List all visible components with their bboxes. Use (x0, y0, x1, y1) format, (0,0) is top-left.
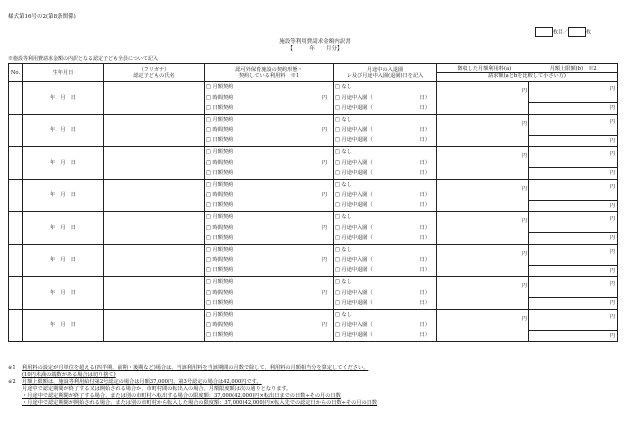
claim-amount-value[interactable]: 円 (529, 102, 617, 114)
contract-cell (205, 114, 334, 147)
fee-collected-cell[interactable]: 円 (437, 309, 529, 342)
fee-collected-cell[interactable]: 円 (437, 244, 529, 277)
limit-claim-cell (529, 114, 618, 147)
monthly-limit-value[interactable]: 円 (609, 183, 615, 190)
move-in-checkbox[interactable]: □ 月途中入園（ 日） (335, 224, 430, 231)
monthly-limit-value[interactable]: 円 (609, 313, 615, 320)
monthly-limit-value[interactable]: 円 (609, 86, 615, 92)
row-number-cell[interactable] (9, 244, 23, 277)
note2-text: 月額上限額は、施設等利用給付第2号認定の場合は月額37,000円、第3号認定の場合は42,000円です。 (22, 378, 262, 385)
claim-amount-value[interactable]: 円 (529, 232, 617, 244)
contract-daily-checkbox[interactable]: □ 日額契約 (206, 234, 234, 241)
row-number-cell[interactable] (9, 277, 23, 310)
contract-hourly-row[interactable]: □ 時間契約 円 (206, 94, 327, 101)
mid-month-cell (334, 212, 437, 245)
table-row (9, 179, 618, 212)
move-out-checkbox[interactable]: □ 月途中退園（ 日） (335, 202, 430, 209)
limit-claim-cell (529, 244, 618, 277)
limit-claim-cell (529, 179, 618, 212)
fee-collected-cell[interactable]: 円 (437, 147, 529, 180)
child-name-cell[interactable] (104, 82, 205, 115)
page-title: 施設等利用費請求金額内訳書 (279, 39, 351, 45)
contract-monthly-checkbox[interactable]: □ 月額契約 (206, 279, 234, 286)
mid-month-cell (334, 114, 437, 147)
move-out-checkbox[interactable]: □ 月途中退園（ 日） (335, 234, 430, 241)
move-none-checkbox[interactable]: □ なし (335, 214, 352, 221)
limit-claim-cell (529, 277, 618, 310)
move-in-checkbox[interactable]: □ 月途中入園（ 日） (335, 192, 430, 199)
instruction-text: ※施設等利用費請求金額の内訳となる認定子ども全員について記入 (8, 56, 158, 62)
contract-hourly-row[interactable]: □ 時間契約 円 (206, 289, 327, 296)
header-no: No. (9, 64, 23, 82)
note2-change: 月途中で認定期間が終了する又は開始される場合か、市町村間の転出入の場合、月額限度額は次の通りとなります。 (22, 385, 292, 392)
note2-start-case: ・月途中で認定期間が開始される場合、または別の市町村から転入した場合の限度額：37,000(42,000)円×転入先での認定日からの日数÷その月の日数 (22, 399, 378, 406)
row-number-cell[interactable] (9, 82, 23, 115)
move-none-checkbox[interactable]: □ なし (335, 149, 352, 156)
header-birth-date: 生年月日 (23, 64, 104, 82)
child-name-cell[interactable] (104, 147, 205, 180)
move-none-checkbox[interactable]: □ なし (335, 246, 352, 253)
move-in-checkbox[interactable]: □ 月途中入園（ 日） (335, 289, 430, 296)
contract-monthly-checkbox[interactable]: □ 月額契約 (206, 116, 234, 123)
move-none-checkbox[interactable]: □ なし (335, 181, 352, 188)
mid-month-cell (334, 309, 437, 342)
birth-date-cell[interactable]: 年 月 日 (23, 244, 104, 277)
move-none-checkbox[interactable]: □ なし (335, 116, 352, 123)
header-fees: 徴収した月額利用料(a) 月額上限額(b) ※2 請求額(aとbを比較して小さい方) (437, 64, 618, 82)
footnotes (8, 365, 623, 406)
page-total-unit: 枚 (586, 29, 592, 36)
page-number-box[interactable] (535, 27, 553, 37)
contract-daily-checkbox[interactable]: □ 日額契約 (206, 332, 234, 339)
row-number-cell[interactable] (9, 179, 23, 212)
contract-cell (205, 277, 334, 310)
birth-date-cell[interactable]: 年 月 日 (23, 309, 104, 342)
move-none-checkbox[interactable]: □ なし (335, 311, 352, 318)
mid-month-cell (334, 82, 437, 115)
birth-date-cell[interactable]: 年 月 日 (23, 147, 104, 180)
limit-claim-cell (529, 212, 618, 245)
mid-month-cell (334, 147, 437, 180)
birth-date-cell[interactable]: 年 月 日 (23, 179, 104, 212)
limit-claim-cell (529, 309, 618, 342)
table-row (9, 309, 618, 342)
move-none-checkbox[interactable]: □ なし (335, 84, 352, 91)
contract-hourly-row[interactable]: □ 時間契約 円 (206, 257, 327, 264)
contract-monthly-checkbox[interactable]: □ 月額契約 (206, 84, 234, 91)
row-number-cell[interactable] (9, 147, 23, 180)
fee-collected-cell[interactable]: 円 (437, 277, 529, 310)
limit-claim-cell (529, 82, 618, 115)
fee-collected-cell[interactable]: 円 (437, 82, 529, 115)
table-row (9, 147, 618, 180)
birth-date-cell[interactable]: 年 月 日 (23, 114, 104, 147)
child-name-cell[interactable] (104, 277, 205, 310)
move-out-checkbox[interactable]: □ 月途中退園（ 日） (335, 299, 430, 306)
move-in-checkbox[interactable]: □ 月途中入園（ 日） (335, 257, 430, 264)
claim-amount-value[interactable]: 円 (529, 135, 617, 147)
table-row (9, 82, 618, 115)
contract-daily-checkbox[interactable]: □ 日額契約 (206, 137, 234, 144)
header-mid-month: 月途中の入退園 レ及び月途中入園(退園)日を記入 (334, 64, 437, 82)
contract-cell (205, 147, 334, 180)
birth-date-cell[interactable]: 年 月 日 (23, 277, 104, 310)
birth-date-cell[interactable]: 年 月 日 (23, 212, 104, 245)
form-number: 様式第16号の2(第8条関係) (8, 14, 76, 20)
contract-cell (205, 309, 334, 342)
note1-marker: ※1 (8, 365, 16, 371)
row-number-cell[interactable] (9, 212, 23, 245)
note2-marker: ※2 (8, 378, 16, 385)
contract-hourly-row[interactable]: □ 時間契約 円 (206, 192, 327, 199)
move-in-checkbox[interactable]: □ 月途中入園（ 日） (335, 322, 430, 329)
child-name-cell[interactable] (104, 212, 205, 245)
move-in-checkbox[interactable]: □ 月途中入園（ 日） (335, 159, 430, 166)
contract-hourly-row[interactable]: □ 時間契約 円 (206, 159, 327, 166)
table-row (9, 114, 618, 147)
child-name-cell[interactable] (104, 244, 205, 277)
contract-monthly-checkbox[interactable]: □ 月額契約 (206, 311, 234, 318)
contract-daily-checkbox[interactable]: □ 日額契約 (206, 104, 234, 111)
row-number-cell[interactable] (9, 309, 23, 342)
mid-month-cell (334, 277, 437, 310)
claim-rows (9, 82, 618, 342)
move-none-checkbox[interactable]: □ なし (335, 279, 352, 286)
table-row (9, 212, 618, 245)
contract-cell (205, 82, 334, 115)
contract-hourly-row[interactable]: □ 時間契約 円 (206, 224, 327, 231)
monthly-limit-value[interactable]: 円 (609, 151, 615, 157)
contract-hourly-row[interactable]: □ 時間契約 円 (206, 127, 327, 134)
row-number-cell[interactable] (9, 114, 23, 147)
fee-collected-cell[interactable]: 円 (437, 114, 529, 147)
child-name-cell[interactable] (104, 179, 205, 212)
monthly-limit-value[interactable]: 円 (609, 281, 615, 287)
contract-monthly-checkbox[interactable]: □ 月額契約 (206, 181, 234, 188)
move-out-checkbox[interactable]: □ 月途中退園（ 日） (335, 137, 430, 144)
claim-amount-value[interactable]: 円 (529, 167, 617, 179)
mid-month-cell (334, 244, 437, 277)
birth-date-cell[interactable]: 年 月 日 (23, 82, 104, 115)
monthly-limit-value[interactable]: 円 (609, 248, 615, 255)
monthly-limit-value[interactable]: 円 (609, 118, 615, 125)
contract-daily-checkbox[interactable]: □ 日額契約 (206, 202, 234, 209)
limit-claim-cell (529, 147, 618, 180)
note2-end-case: ・月途中で認定期間が終了する場合、または別の市町村へ転出する場合の限度額：37,000(42,000)円×転出日までの日数÷その月の日数 (22, 392, 341, 399)
contract-hourly-row[interactable]: □ 時間契約 円 (206, 322, 327, 329)
claim-amount-value[interactable]: 円 (529, 330, 617, 342)
move-out-checkbox[interactable]: □ 月途中退園（ 日） (335, 267, 430, 274)
move-out-checkbox[interactable]: □ 月途中退園（ 日） (335, 104, 430, 111)
fee-collected-cell[interactable]: 円 (437, 179, 529, 212)
table-row (9, 244, 618, 277)
contract-cell (205, 179, 334, 212)
mid-month-cell (334, 179, 437, 212)
child-name-cell[interactable] (104, 309, 205, 342)
table-row (9, 277, 618, 310)
fee-collected-cell[interactable]: 円 (437, 212, 529, 245)
contract-cell (205, 244, 334, 277)
contract-daily-checkbox[interactable]: □ 日額契約 (206, 169, 234, 176)
note1-text: 利用料の設定が月単位を超える(四半期、前期・後期など)場合は、当該利用料を当該期間の月数で除して、利用料の月額相当分を算定してください。 (22, 365, 369, 371)
move-in-checkbox[interactable]: □ 月途中入園（ 日） (335, 94, 430, 101)
monthly-limit-value[interactable]: 円 (609, 216, 615, 222)
page-counter: 枚目／ 枚 (535, 27, 591, 37)
claim-amount-value[interactable]: 円 (529, 265, 617, 277)
claim-amount-value[interactable]: 円 (529, 297, 617, 309)
header-child-name: （フリガナ） 認定子どもの氏名 (104, 64, 205, 82)
note1-rounding: (10円未満の端数がある場合は切り捨て) (22, 371, 116, 378)
claim-table (8, 63, 618, 342)
move-out-checkbox[interactable]: □ 月途中退園（ 日） (335, 332, 430, 339)
move-out-checkbox[interactable]: □ 月途中退園（ 日） (335, 169, 430, 176)
contract-daily-checkbox[interactable]: □ 日額契約 (206, 299, 234, 306)
claim-amount-value[interactable]: 円 (529, 200, 617, 212)
billing-period: 【 年 月分】 (287, 46, 343, 52)
contract-daily-checkbox[interactable]: □ 日額契約 (206, 267, 234, 274)
contract-monthly-checkbox[interactable]: □ 月額契約 (206, 214, 234, 221)
contract-monthly-checkbox[interactable]: □ 月額契約 (206, 149, 234, 156)
page-total-box[interactable] (568, 27, 586, 37)
header-contract: 認可外保育施設の契約形態・ 契約している利用料 ※1 (205, 64, 334, 82)
contract-cell (205, 212, 334, 245)
page-unit: 枚目 (553, 29, 564, 36)
move-in-checkbox[interactable]: □ 月途中入園（ 日） (335, 127, 430, 134)
child-name-cell[interactable] (104, 114, 205, 147)
contract-monthly-checkbox[interactable]: □ 月額契約 (206, 246, 234, 253)
